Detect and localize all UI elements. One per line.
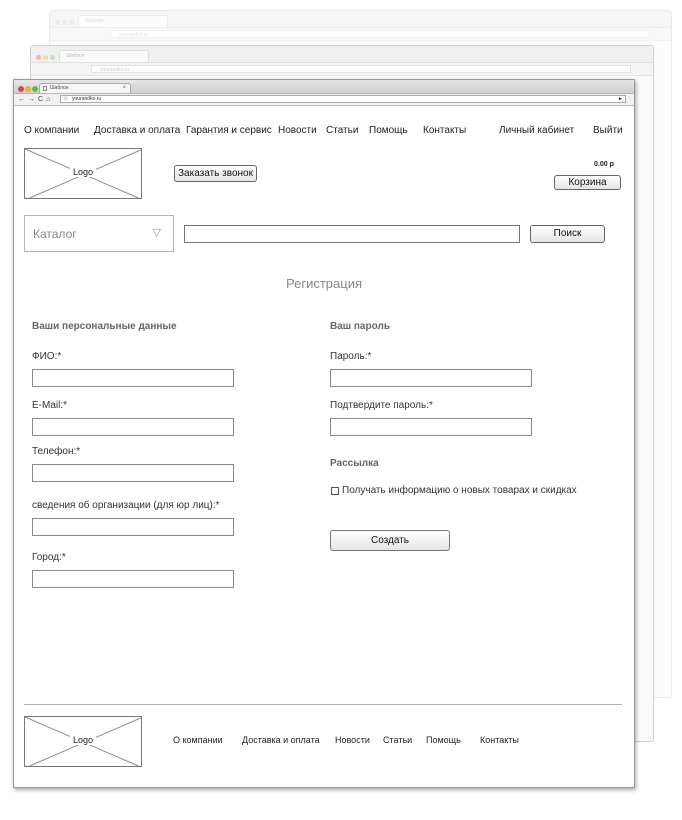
nav-link-contacts[interactable]: Контакты	[423, 125, 467, 136]
nav-link-about[interactable]: О компании	[24, 125, 80, 136]
page-icon	[43, 86, 47, 91]
organization-label: сведения об организации (для юр лиц):*	[32, 500, 220, 511]
fio-field[interactable]	[32, 369, 234, 387]
password-confirm-label: Подтвердите пароль:*	[330, 400, 433, 411]
home-icon[interactable]: ⌂	[46, 96, 54, 103]
window-controls	[36, 51, 57, 63]
email-label: E-Mail:*	[32, 400, 68, 411]
account-link[interactable]: Личный кабинет	[499, 125, 575, 136]
browser-titlebar	[14, 80, 634, 94]
nav-link-delivery[interactable]: Доставка и оплата	[94, 125, 181, 136]
fio-label: ФИО:*	[32, 351, 62, 362]
tab-title: Шаблон	[50, 85, 69, 91]
footer-link-contacts[interactable]: Контакты	[480, 735, 519, 745]
background-window-addressbar	[50, 28, 671, 41]
background-url: yourandko.ru	[91, 65, 631, 73]
window-controls	[55, 16, 76, 28]
personal-data-heading: Ваши персональные данные	[32, 321, 177, 332]
newsletter-checkbox-label[interactable]: Получать информацию о новых товарах и скидках	[342, 485, 577, 496]
browser-nav-icons	[18, 95, 53, 104]
logout-link[interactable]: Выйти	[593, 125, 623, 136]
nav-link-warranty[interactable]: Гарантия и сервис	[186, 125, 272, 136]
forward-icon[interactable]: →	[28, 96, 38, 103]
footer-link-about[interactable]: О компании	[173, 735, 223, 745]
city-field[interactable]	[32, 570, 234, 588]
back-icon[interactable]: ←	[18, 96, 28, 103]
close-tab-icon[interactable]: ×	[122, 85, 126, 91]
newsletter-heading: Рассылка	[330, 458, 379, 469]
page-content	[14, 105, 634, 787]
search-button[interactable]: Поиск	[530, 225, 605, 243]
footer-link-articles[interactable]: Статьи	[383, 735, 413, 745]
reload-icon[interactable]: C	[38, 96, 47, 103]
password-label: Пароль:*	[330, 351, 372, 362]
cart-button[interactable]: Корзина	[554, 175, 621, 190]
callback-button[interactable]: Заказать звонок	[174, 165, 257, 182]
background-window-addressbar	[31, 63, 653, 76]
header-logo[interactable]	[24, 148, 142, 199]
footer-logo[interactable]	[24, 716, 142, 767]
maximize-window-icon[interactable]	[32, 86, 38, 92]
logo-text: Logo	[70, 167, 96, 177]
background-window-titlebar	[31, 46, 653, 63]
bookmark-star-icon[interactable]: ☆	[63, 96, 69, 102]
nav-link-news[interactable]: Новости	[278, 125, 317, 136]
footer-link-help[interactable]: Помощь	[426, 735, 461, 745]
password-field[interactable]	[330, 369, 532, 387]
background-url: yourandko.ru	[110, 30, 650, 38]
background-tab: Шаблон	[59, 50, 149, 62]
footer-link-delivery[interactable]: Доставка и оплата	[242, 735, 320, 745]
phone-field[interactable]	[32, 464, 234, 482]
nav-link-articles[interactable]: Статьи	[326, 125, 359, 136]
catalog-dropdown[interactable]	[24, 215, 174, 252]
page-title: Регистрация	[286, 276, 362, 291]
logo-text: Logo	[70, 735, 96, 745]
go-arrow-icon[interactable]: ►	[618, 96, 623, 102]
organization-field[interactable]	[32, 518, 234, 536]
newsletter-checkbox[interactable]	[331, 487, 339, 495]
browser-tab[interactable]	[39, 83, 131, 93]
address-bar[interactable]	[60, 95, 626, 103]
url-text: yourandko.ru	[72, 96, 102, 102]
email-field[interactable]	[32, 418, 234, 436]
close-window-icon[interactable]	[18, 86, 24, 92]
cart-total: 0.00 р	[594, 161, 614, 168]
browser-window	[13, 79, 635, 788]
catalog-label: Каталог	[33, 227, 77, 241]
city-label: Город:*	[32, 552, 66, 563]
search-input[interactable]	[184, 225, 520, 243]
footer-link-news[interactable]: Новости	[335, 735, 370, 745]
background-window-titlebar	[50, 11, 671, 28]
nav-link-help[interactable]: Помощь	[369, 125, 408, 136]
phone-label: Телефон:*	[32, 446, 81, 457]
dropdown-arrow-icon: ▽	[152, 227, 161, 239]
password-heading: Ваш пароль	[330, 321, 390, 332]
background-tab: Шаблон	[78, 15, 168, 27]
minimize-window-icon[interactable]	[25, 86, 31, 92]
submit-button[interactable]: Создать	[330, 530, 450, 551]
password-confirm-field[interactable]	[330, 418, 532, 436]
footer-divider	[24, 704, 622, 705]
